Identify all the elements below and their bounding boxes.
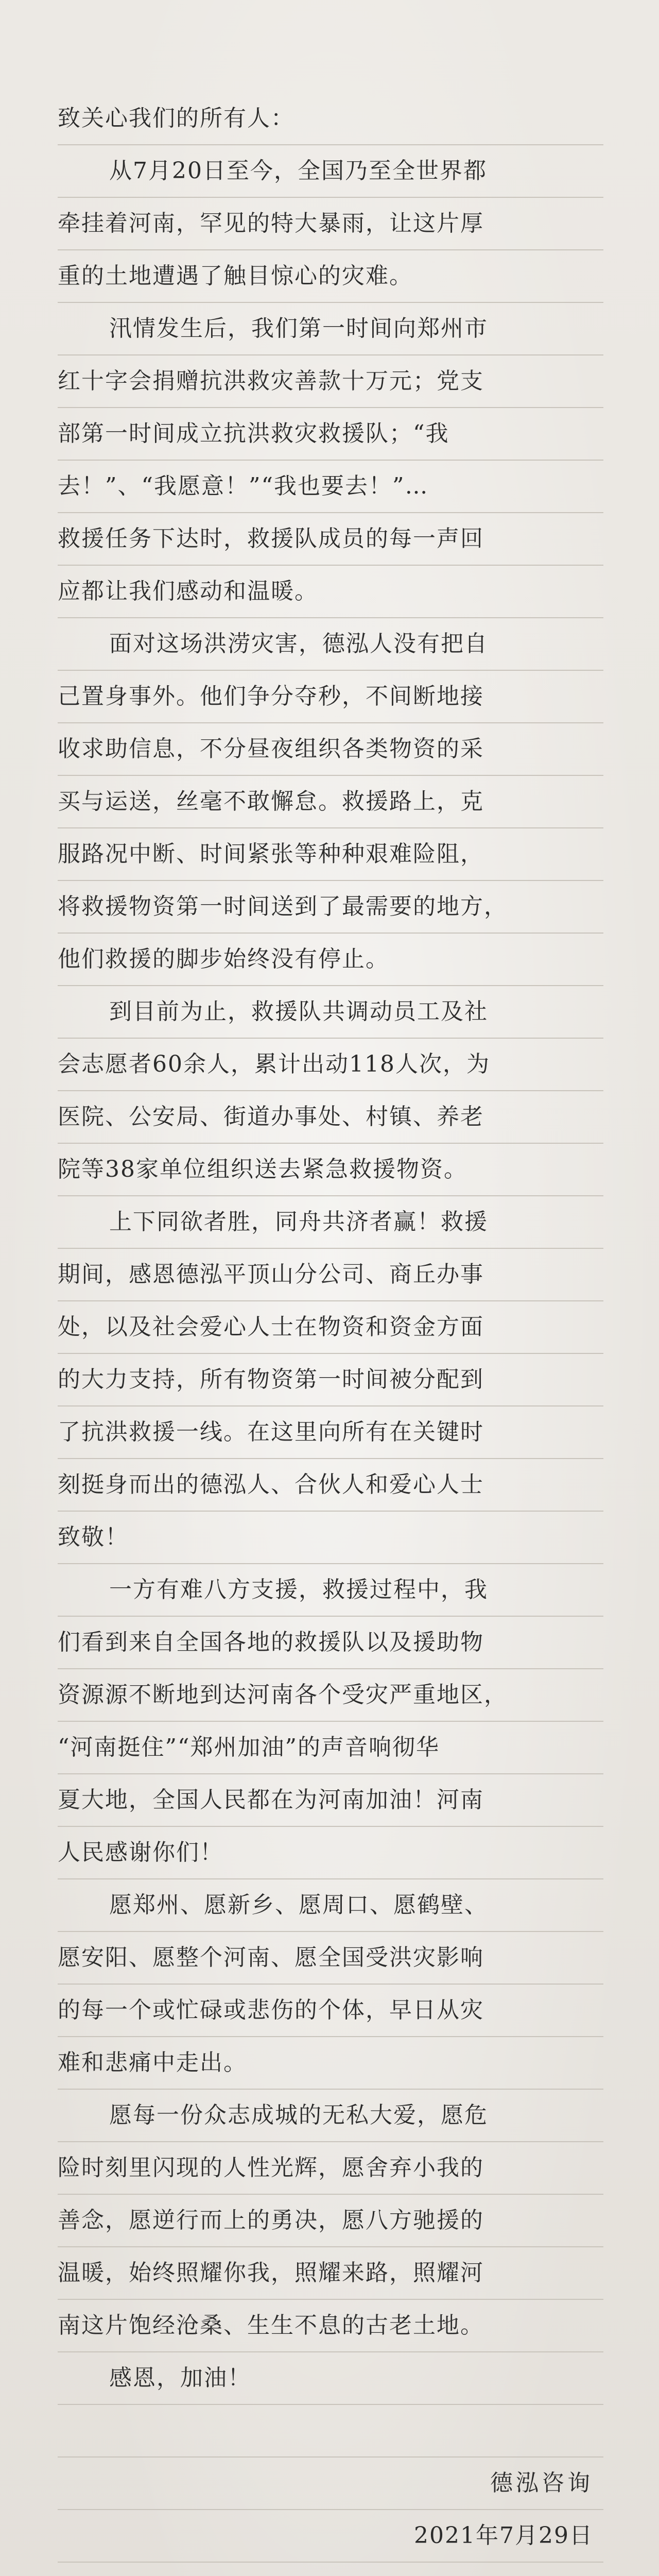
- letter-line: 红十字会捐赠抗洪救灾善款十万元；党支: [58, 368, 484, 394]
- signature: 德泓咨询: [490, 2470, 593, 2496]
- letter-line: 买与运送，丝毫不敢懈怠。救援路上，克: [58, 788, 484, 815]
- letter-line: 的每一个或忙碌或悲伤的个体，早日从灾: [58, 1997, 484, 2023]
- letter-line: 夏大地，全国人民都在为河南加油！河南: [58, 1787, 484, 1813]
- letter-line: 到目前为止，救援队共调动员工及社: [109, 998, 488, 1025]
- letter-line: 将救援物资第一时间送到了最需要的地方，: [58, 893, 508, 920]
- letter-line: 愿安阳、愿整个河南、愿全国受洪灾影响: [58, 1944, 484, 1971]
- letter-line: 期间，感恩德泓平顶山分公司、商丘办事: [58, 1261, 484, 1287]
- letter-line: 致敬！: [58, 1524, 129, 1550]
- letter-line: 险时刻里闪现的人性光辉，愿舍弃小我的: [58, 2155, 484, 2181]
- letter-line: 人民感谢你们！: [58, 1839, 223, 1866]
- letter-line: 资源源不断地到达河南各个受灾严重地区，: [58, 1682, 508, 1708]
- letter-line: 重的土地遭遇了触目惊心的灾难。: [58, 263, 413, 289]
- letter-line: 己置身事外。他们争分夺秒，不间断地接: [58, 683, 484, 709]
- letter-line: 愿郑州、愿新乡、愿周口、愿鹤壁、: [109, 1892, 488, 1918]
- letter-line: 的大力支持，所有物资第一时间被分配到: [58, 1366, 484, 1393]
- letter-line: 上下同欲者胜，同舟共济者赢！救援: [109, 1209, 488, 1235]
- letter-line: 面对这场洪涝灾害，德泓人没有把自: [109, 631, 488, 657]
- letter-line: 温暖，始终照耀你我，照耀来路，照耀河: [58, 2260, 484, 2286]
- letter-line: 难和悲痛中走出。: [58, 2049, 247, 2076]
- letter-line: 牵挂着河南，罕见的特大暴雨，让这片厚: [58, 210, 484, 236]
- letter-line: 刻挺身而出的德泓人、合伙人和爱心人士: [58, 1471, 484, 1498]
- letter-line: “河南挺住”“郑州加油”的声音响彻华: [58, 1734, 440, 1760]
- letter-line: 救援任务下达时，救援队成员的每一声回: [58, 526, 484, 552]
- letter-line: 服路况中断、时间紧张等种种艰难险阻，: [58, 841, 484, 867]
- letter-line: 收求助信息，不分昼夜组织各类物资的采: [58, 736, 484, 762]
- letter-line: 善念，愿逆行而上的勇决，愿八方驰援的: [58, 2207, 484, 2233]
- letter-line: 汛情发生后，我们第一时间向郑州市: [109, 315, 488, 342]
- letter-body: [58, 93, 603, 2576]
- letter-line: 从7月20日至今，全国乃至全世界都: [109, 158, 487, 184]
- letter-date: 2021年7月29日: [414, 2522, 593, 2549]
- letter-line: 感恩，加油！: [109, 2365, 251, 2391]
- blank-line: [58, 2563, 603, 2576]
- letter-line: 了抗洪救援一线。在这里向所有在关键时: [58, 1419, 484, 1445]
- letter-line: 们看到来自全国各地的救援队以及援助物: [58, 1629, 484, 1655]
- letter-line: 一方有难八方支援，救援过程中，我: [109, 1577, 488, 1603]
- letter-line: 会志愿者60余人，累计出动118人次，为: [58, 1051, 490, 1077]
- letter-line: 处，以及社会爱心人士在物资和资金方面: [58, 1314, 484, 1340]
- letter-line: 去！”、“我愿意！”“我也要去！”…: [58, 473, 429, 499]
- letter-line: 应都让我们感动和温暖。: [58, 578, 318, 604]
- blank-line: [58, 2405, 603, 2458]
- letter-line: 他们救援的脚步始终没有停止。: [58, 946, 389, 972]
- letter-line: 愿每一份众志成城的无私大爱，愿危: [109, 2102, 488, 2128]
- letter-line: 医院、公安局、街道办事处、村镇、养老: [58, 1104, 484, 1130]
- letter-line: 院等38家单位组织送去紧急救援物资。: [58, 1156, 467, 1182]
- letter-line: 部第一时间成立抗洪救灾救援队；“我: [58, 420, 449, 447]
- letter-salutation: 致关心我们的所有人：: [58, 105, 294, 131]
- letter-line: 南这片饱经沧桑、生生不息的古老土地。: [58, 2312, 484, 2338]
